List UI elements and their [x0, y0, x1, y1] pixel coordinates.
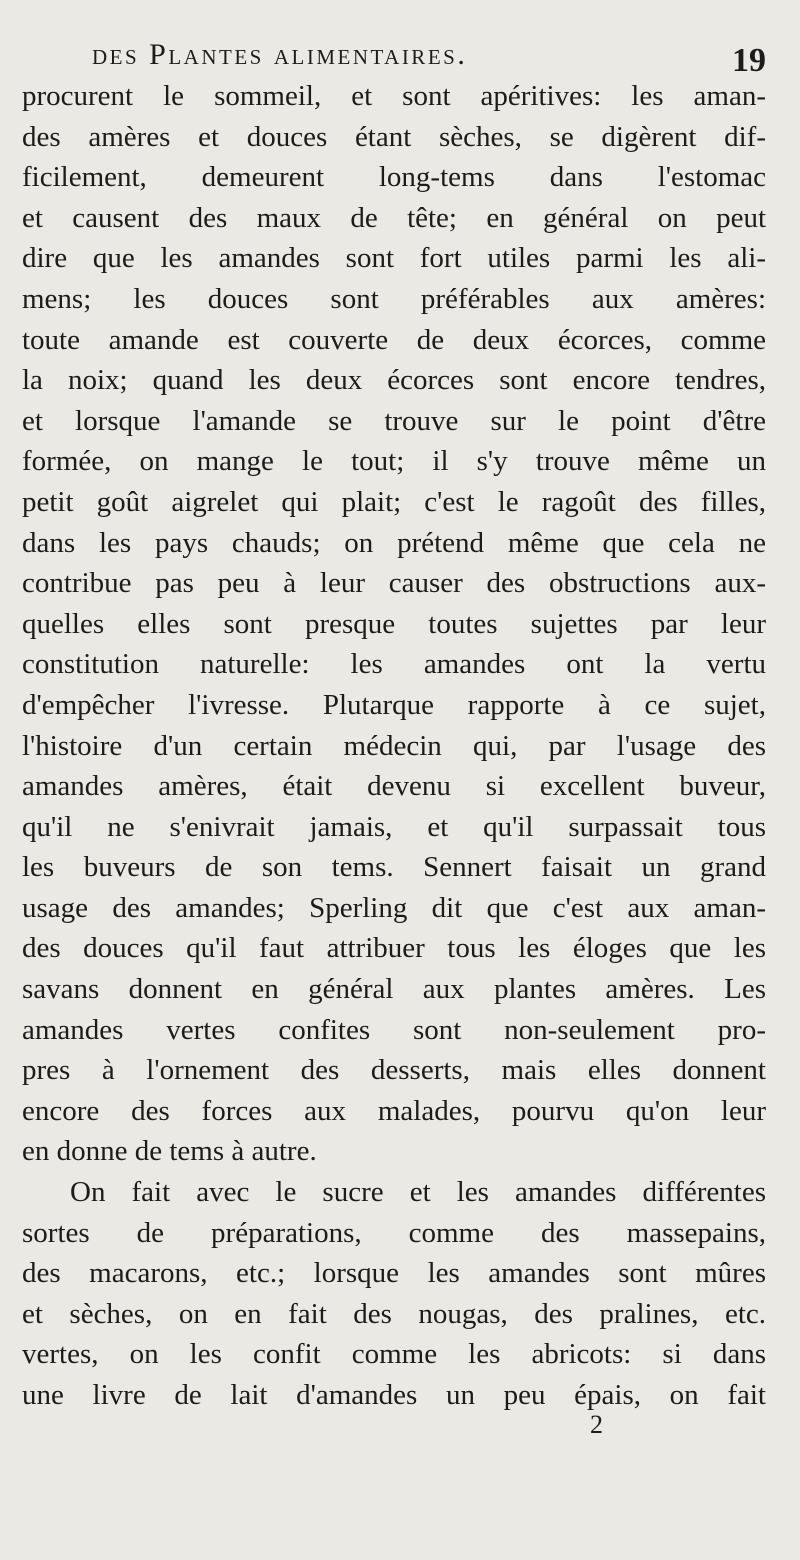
text-line: contribue pas peu à leur causer des obstructions aux- — [22, 567, 766, 600]
text-line: amandes amères, était devenu si excellent buveur, — [22, 770, 766, 803]
text-line: les buveurs de son tems. Sennert faisait un grand — [22, 851, 766, 884]
text-line: la noix; quand les deux écorces sont encore tendres, — [22, 364, 766, 397]
text-line: dire que les amandes sont fort utiles parmi les ali- — [22, 242, 766, 275]
text-line: amandes vertes confites sont non-seulement pro- — [22, 1013, 766, 1046]
text-line: et causent des maux de tête; en général on peut — [22, 201, 766, 234]
text-line: savans donnent en général aux plantes amères. Les — [22, 973, 766, 1006]
text-line: mens; les douces sont préférables aux amères: — [22, 282, 766, 315]
text-line: dans les pays chauds; on prétend même que cela ne — [22, 526, 766, 559]
text-line: constitution naturelle: les amandes ont la vertu — [22, 648, 766, 681]
text-line: formée, on mange le tout; il s'y trouve même un — [22, 445, 766, 478]
body-text — [22, 76, 766, 1416]
text-line: pres à l'ornement des desserts, mais elles donnent — [22, 1054, 766, 1087]
text-line: qu'il ne s'enivrait jamais, et qu'il surpassait tous — [22, 810, 766, 843]
text-line: procurent le sommeil, et sont apéritives: les aman- — [22, 80, 766, 112]
paragraph-end-line: en donne de tems à autre. — [22, 1135, 317, 1168]
text-line: l'histoire d'un certain médecin qui, par l'usage des — [22, 729, 766, 762]
text-line: et sèches, on en fait des nougas, des pralines, etc. — [22, 1297, 766, 1330]
text-line: et lorsque l'amande se trouve sur le point d'être — [22, 404, 766, 437]
text-line: vertes, on les confit comme les abricots: si dans — [22, 1338, 766, 1371]
text-line: sortes de préparations, comme des massepains, — [22, 1216, 766, 1249]
text-line: quelles elles sont presque toutes sujettes par leur — [22, 607, 766, 640]
signature-mark: 2 — [590, 1410, 603, 1439]
text-line: des douces qu'il faut attribuer tous les éloges que les — [22, 932, 766, 965]
text-line: des macarons, etc.; lorsque les amandes sont mûres — [22, 1257, 766, 1290]
paragraph-start-line: On fait avec le sucre et les amandes différentes — [70, 1176, 766, 1209]
page-number: 19 — [732, 42, 766, 79]
text-line: ficilement, demeurent long-tems dans l'estomac — [22, 161, 766, 194]
text-line: petit goût aigrelet qui plait; c'est le ragoût des filles, — [22, 485, 766, 518]
text-line: des amères et douces étant sèches, se digèrent dif- — [22, 120, 766, 153]
text-line: usage des amandes; Sperling dit que c'est aux aman- — [22, 891, 766, 924]
running-title: des Plantes alimentaires. — [92, 38, 468, 71]
text-line: une livre de lait d'amandes un peu épais, on fait — [22, 1379, 766, 1411]
page-header — [92, 28, 772, 78]
text-line: toute amande est couverte de deux écorces, comme — [22, 323, 766, 356]
text-line: d'empêcher l'ivresse. Plutarque rapporte à ce sujet, — [22, 688, 766, 721]
text-line: encore des forces aux malades, pourvu qu'on leur — [22, 1094, 766, 1127]
